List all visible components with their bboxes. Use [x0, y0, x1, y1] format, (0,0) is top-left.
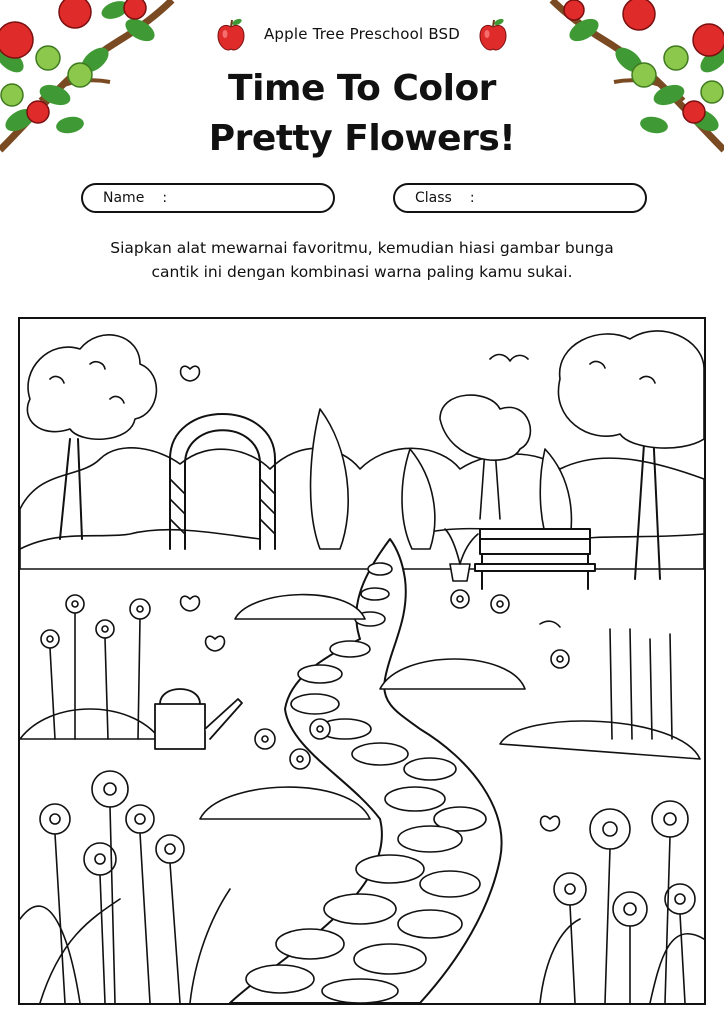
instructions — [60, 236, 664, 284]
watering-can — [155, 689, 242, 749]
school-header — [0, 16, 724, 52]
apple-icon — [478, 17, 508, 51]
apple-icon — [216, 17, 246, 51]
name-separator: : — [162, 190, 168, 206]
title-line-2: Pretty Flowers! — [208, 118, 516, 159]
class-separator: : — [469, 190, 475, 206]
class-label: Class — [415, 190, 452, 206]
coloring-page-illustration — [18, 317, 706, 1005]
class-field[interactable] — [393, 183, 647, 213]
instructions-line-2: cantik ini dengan kombinasi warna paling kamu sukai. — [151, 263, 573, 281]
name-label: Name — [103, 190, 145, 206]
page-title — [0, 64, 724, 164]
background-hedges — [20, 448, 704, 569]
name-field[interactable] — [81, 183, 335, 213]
title-line-1: Time To Color — [228, 68, 496, 109]
school-name: Apple Tree Preschool BSD — [263, 25, 461, 43]
instructions-line-1: Siapkan alat mewarnai favoritmu, kemudian hiasi gambar bunga — [110, 239, 614, 257]
